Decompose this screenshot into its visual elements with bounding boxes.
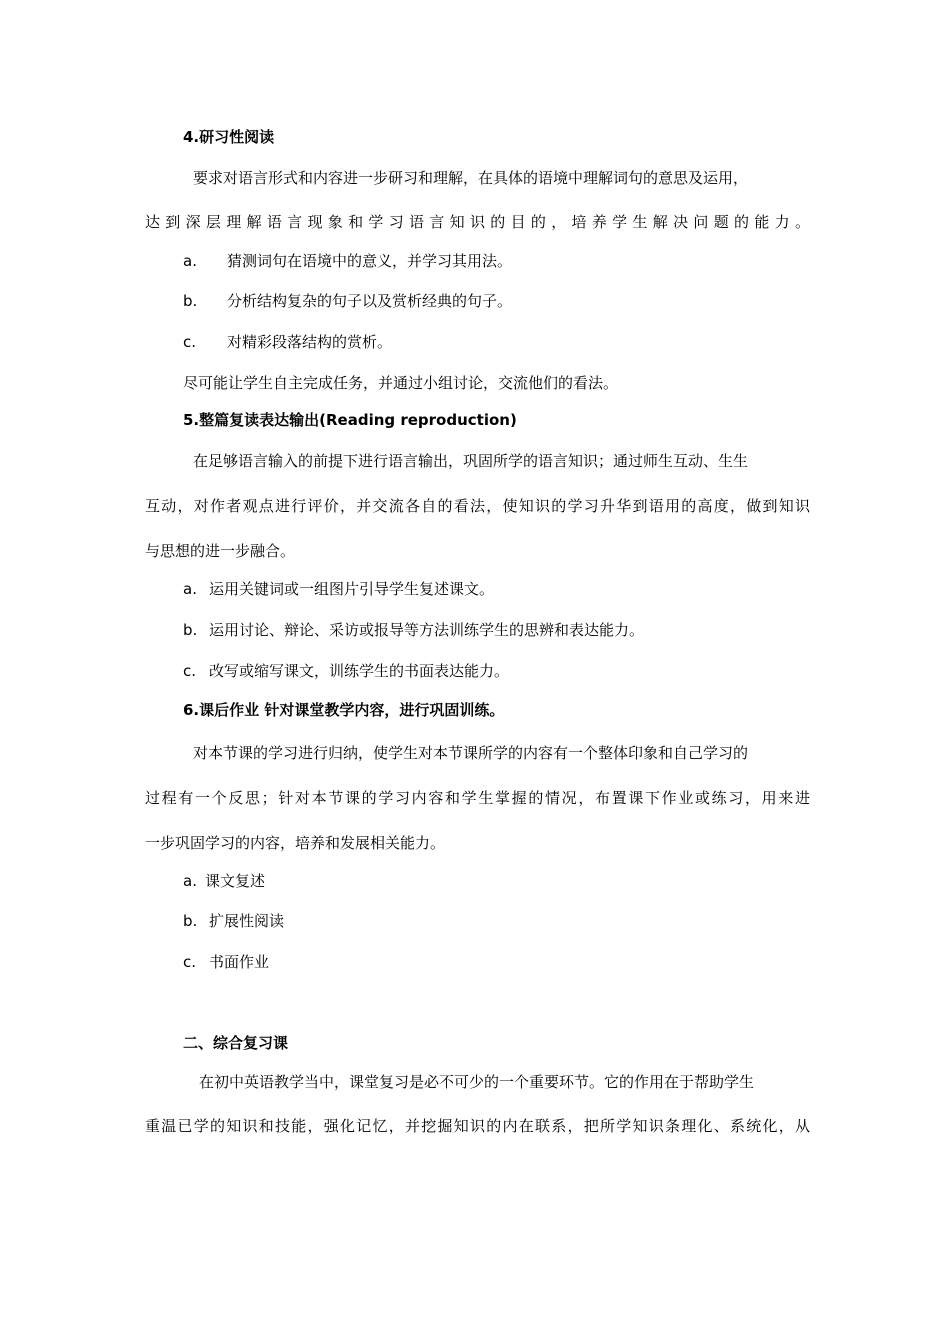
section-4-heading: 4.研习性阅读 (183, 128, 275, 146)
list-marker: c. (183, 953, 197, 971)
section-6-paragraph-line-1: 对本节课的学习进行归纳，使学生对本节课所学的内容有一个整体印象和自己学习的 (193, 744, 749, 762)
section-6-item-a (183, 871, 848, 891)
section-5-item-b (183, 620, 848, 640)
section-4-closing: 尽可能让学生自主完成任务，并通过小组讨论，交流他们的看法。 (183, 374, 619, 392)
part-2-heading: 二、综合复习课 (183, 1034, 289, 1052)
section-4-item-b (183, 291, 848, 311)
list-item-text: 运用讨论、辩论、采访或报导等方法训练学生的思辨和表达能力。 (209, 621, 645, 639)
list-marker: c. (183, 662, 197, 680)
section-4-paragraph-line-1: 要求对语言形式和内容进一步研习和理解，在具体的语境中理解词句的意思及运用， (193, 169, 749, 187)
section-5-paragraph-line-3: 与思想的进一步融合。 (145, 542, 296, 560)
section-4-item-c (183, 332, 848, 352)
list-item-text: 改写或缩写课文，训练学生的书面表达能力。 (209, 662, 510, 680)
section-5-paragraph-line-2: 互动，对作者观点进行评价，并交流各自的看法，使知识的学习升华到语用的高度，做到知识 (145, 497, 810, 515)
part-2-paragraph-line-2: 重温已学的知识和技能，强化记忆，并挖掘知识的内在联系，把所学知识条理化、系统化，从 (145, 1117, 810, 1135)
list-item-text: 运用关键词或一组图片引导学生复述课文。 (209, 580, 495, 598)
section-5-item-a (183, 579, 848, 599)
section-5-paragraph-line-1: 在足够语言输入的前提下进行语言输出，巩固所学的语言知识；通过师生互动、生生 (193, 452, 749, 470)
list-marker: b. (183, 292, 198, 310)
list-marker: c. (183, 333, 197, 351)
section-5-item-c (183, 661, 848, 681)
list-item-text: 分析结构复杂的句子以及赏析经典的句子。 (227, 292, 513, 310)
section-6-heading: 6.课后作业 针对课堂教学内容，进行巩固训练。 (183, 701, 505, 719)
section-6-paragraph-line-2: 过程有一个反思；针对本节课的学习内容和学生掌握的情况，布置课下作业或练习，用来进 (145, 789, 810, 807)
list-item-text: 课文复述 (205, 872, 266, 890)
section-6-paragraph-line-3: 一步巩固学习的内容，培养和发展相关能力。 (145, 834, 446, 852)
list-item-text: 书面作业 (209, 953, 270, 971)
list-marker: a. (183, 580, 197, 598)
section-6-item-b (183, 911, 848, 931)
list-marker: a. (183, 872, 197, 890)
list-item-text: 猜测词句在语境中的意义，并学习其用法。 (227, 252, 513, 270)
section-6-item-c (183, 952, 848, 972)
section-4-item-a (183, 251, 848, 271)
list-marker: b. (183, 621, 198, 639)
list-marker: b. (183, 912, 198, 930)
section-5-heading: 5.整篇复读表达输出(Reading reproduction) (183, 411, 517, 429)
part-2-paragraph-line-1: 在初中英语教学当中，课堂复习是必不可少的一个重要环节。它的作用在于帮助学生 (199, 1073, 755, 1091)
list-item-text: 对精彩段落结构的赏析。 (227, 333, 393, 351)
section-4-paragraph-line-2: 达到深层理解语言现象和学习语言知识的目的，培养学生解决问题的能力。 (145, 213, 810, 231)
list-marker: a. (183, 252, 197, 270)
list-item-text: 扩展性阅读 (209, 912, 285, 930)
